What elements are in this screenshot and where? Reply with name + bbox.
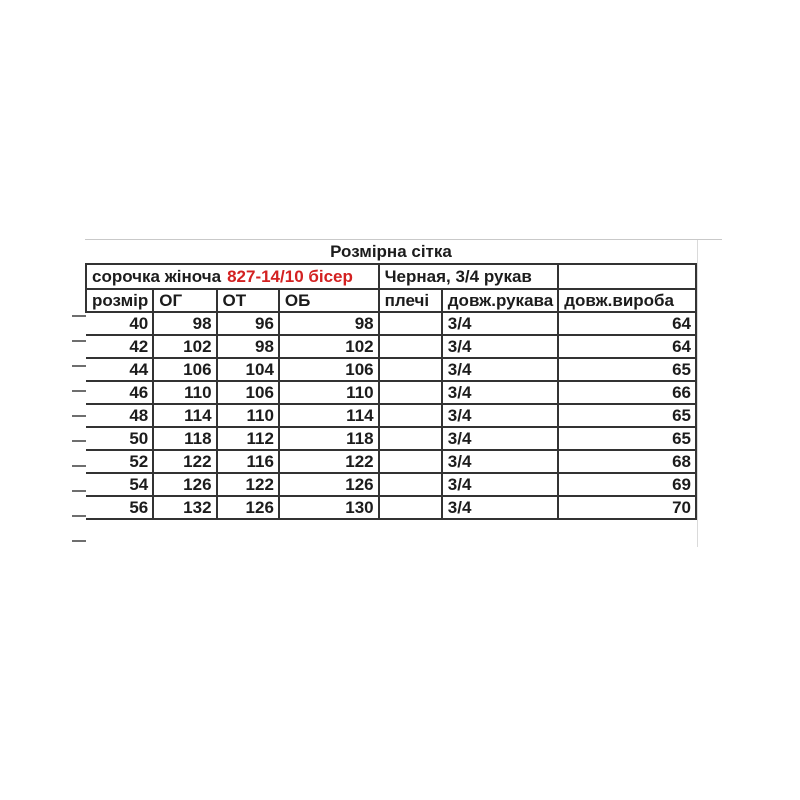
gridline-stub <box>72 315 86 317</box>
cell-og: 122 <box>153 450 216 473</box>
column-header-og: ОГ <box>153 289 216 312</box>
cell-size: 42 <box>86 335 153 358</box>
table-row <box>86 381 696 404</box>
cell-shoulders <box>379 381 442 404</box>
cell-ot: 110 <box>217 404 279 427</box>
table-row <box>86 335 696 358</box>
cell-shoulders <box>379 473 442 496</box>
gridline-stub <box>72 340 86 342</box>
cell-size: 56 <box>86 496 153 519</box>
column-header-sleeve-length: довж.рукава <box>442 289 558 312</box>
cell-og: 126 <box>153 473 216 496</box>
product-row <box>86 264 696 289</box>
column-header-shoulders: плечі <box>379 289 442 312</box>
cell-sleeve: 3/4 <box>442 312 558 335</box>
cell-og: 118 <box>153 427 216 450</box>
cell-sleeve: 3/4 <box>442 450 558 473</box>
cell-shoulders <box>379 450 442 473</box>
table-row <box>86 358 696 381</box>
cell-ot: 96 <box>217 312 279 335</box>
cell-length: 68 <box>558 450 696 473</box>
table-row <box>86 450 696 473</box>
gridline-stub <box>72 515 86 517</box>
table-row <box>86 427 696 450</box>
gridline-stub <box>72 415 86 417</box>
gridline-vertical <box>697 239 698 547</box>
table-row <box>86 312 696 335</box>
cell-ot: 122 <box>217 473 279 496</box>
gridline-stub <box>72 465 86 467</box>
cell-ob: 126 <box>279 473 379 496</box>
cell-og: 114 <box>153 404 216 427</box>
gridline-stub <box>72 365 86 367</box>
size-chart <box>85 239 697 520</box>
cell-ot: 106 <box>217 381 279 404</box>
cell-size: 46 <box>86 381 153 404</box>
product-name: сорочка жіноча <box>92 266 222 286</box>
cell-sleeve: 3/4 <box>442 381 558 404</box>
cell-sleeve: 3/4 <box>442 496 558 519</box>
cell-size: 44 <box>86 358 153 381</box>
cell-size: 54 <box>86 473 153 496</box>
empty-cell <box>558 264 696 289</box>
cell-ot: 98 <box>217 335 279 358</box>
cell-og: 106 <box>153 358 216 381</box>
product-name-cell <box>86 264 379 289</box>
product-variant-cell: Черная, 3/4 рукав <box>379 264 559 289</box>
cell-size: 52 <box>86 450 153 473</box>
cell-ob: 114 <box>279 404 379 427</box>
cell-ot: 104 <box>217 358 279 381</box>
cell-size: 48 <box>86 404 153 427</box>
cell-length: 66 <box>558 381 696 404</box>
cell-size: 40 <box>86 312 153 335</box>
cell-size: 50 <box>86 427 153 450</box>
cell-length: 64 <box>558 312 696 335</box>
cell-sleeve: 3/4 <box>442 404 558 427</box>
cell-ob: 118 <box>279 427 379 450</box>
cell-length: 65 <box>558 358 696 381</box>
cell-ob: 110 <box>279 381 379 404</box>
cell-length: 64 <box>558 335 696 358</box>
cell-sleeve: 3/4 <box>442 473 558 496</box>
table-row <box>86 496 696 519</box>
cell-ob: 102 <box>279 335 379 358</box>
cell-shoulders <box>379 404 442 427</box>
cell-og: 132 <box>153 496 216 519</box>
cell-shoulders <box>379 358 442 381</box>
table-row <box>86 473 696 496</box>
cell-shoulders <box>379 496 442 519</box>
gridline-stub <box>72 540 86 542</box>
cell-og: 102 <box>153 335 216 358</box>
column-header-ot: ОТ <box>217 289 279 312</box>
cell-length: 69 <box>558 473 696 496</box>
size-table <box>85 263 697 520</box>
cell-sleeve: 3/4 <box>442 335 558 358</box>
cell-ob: 130 <box>279 496 379 519</box>
gridline-stub <box>72 390 86 392</box>
cell-sleeve: 3/4 <box>442 358 558 381</box>
cell-og: 98 <box>153 312 216 335</box>
cell-ot: 126 <box>217 496 279 519</box>
cell-ob: 122 <box>279 450 379 473</box>
cell-shoulders <box>379 312 442 335</box>
column-header-item-length: довж.вироба <box>558 289 696 312</box>
cell-ot: 116 <box>217 450 279 473</box>
cell-shoulders <box>379 427 442 450</box>
cell-og: 110 <box>153 381 216 404</box>
gridline-stub <box>72 440 86 442</box>
cell-ob: 98 <box>279 312 379 335</box>
gridline-stub <box>72 490 86 492</box>
column-header-size: розмір <box>86 289 153 312</box>
cell-shoulders <box>379 335 442 358</box>
cell-sleeve: 3/4 <box>442 427 558 450</box>
chart-title: Розмірна сітка <box>85 239 697 263</box>
cell-ob: 106 <box>279 358 379 381</box>
cell-ot: 112 <box>217 427 279 450</box>
cell-length: 65 <box>558 427 696 450</box>
cell-length: 70 <box>558 496 696 519</box>
gridline-horizontal-extension <box>695 239 722 240</box>
product-code: 827-14/10 бісер <box>227 266 353 286</box>
header-row <box>86 289 696 312</box>
table-row <box>86 404 696 427</box>
cell-length: 65 <box>558 404 696 427</box>
column-header-ob: ОБ <box>279 289 379 312</box>
